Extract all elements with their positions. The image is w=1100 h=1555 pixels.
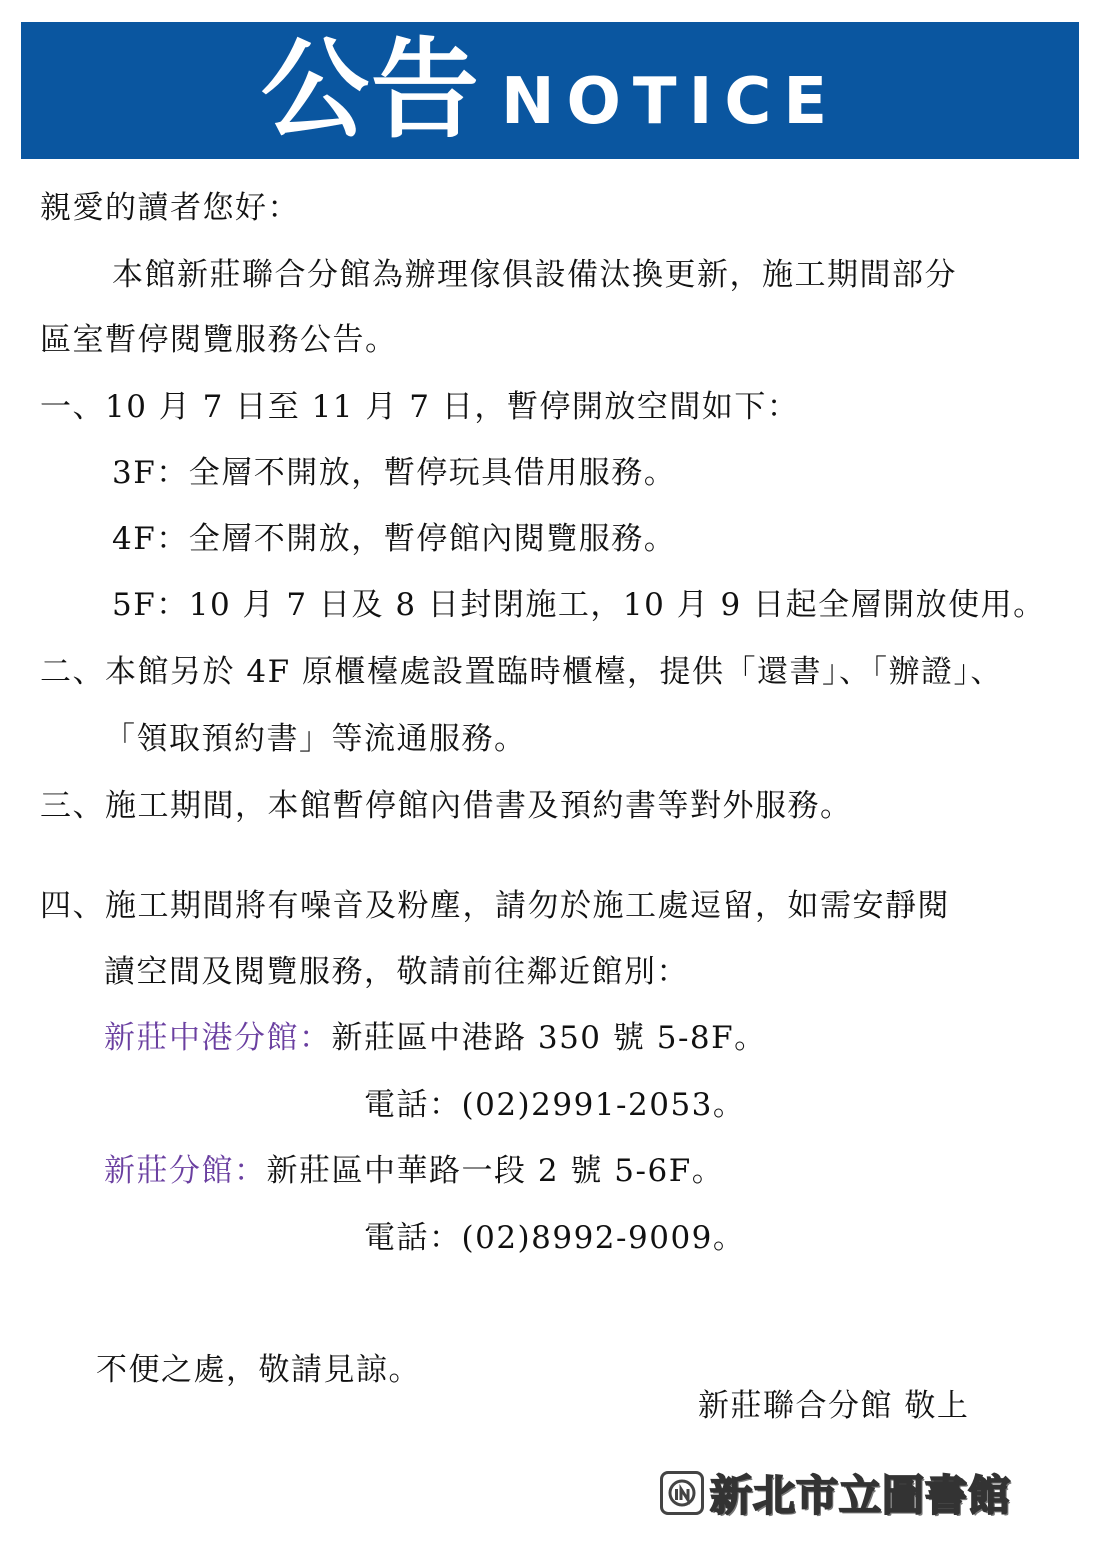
branch-phone: 電話：(02)2991-2053。 bbox=[364, 1087, 746, 1123]
item1-heading: 一、10 月 7 日至 11 月 7 日，暫停開放空間如下： bbox=[40, 389, 800, 425]
item2-line-1: 二、本館另於 4F 原櫃檯處設置臨時櫃檯，提供「還書」、「辦證」、 bbox=[40, 654, 1003, 690]
library-logo-icon bbox=[660, 1471, 704, 1515]
branch-xinzhuang bbox=[104, 1151, 724, 1191]
intro-line-1: 本館新莊聯合分館為辦理傢俱設備汰換更新，施工期間部分 bbox=[112, 257, 957, 293]
branch-address: 新莊區中港路 350 號 5-8F。 bbox=[331, 1020, 767, 1056]
signature: 新莊聯合分館 敬上 bbox=[698, 1388, 970, 1424]
banner-title-zh: 公告 bbox=[260, 27, 481, 153]
closing-text: 不便之處，敬請見諒。 bbox=[96, 1352, 421, 1388]
branch-phone: 電話：(02)8992-9009。 bbox=[364, 1220, 746, 1256]
item2-line-2: 「領取預約書」等流通服務。 bbox=[104, 721, 527, 757]
library-logo-text: 新北市立圖書館 bbox=[710, 1471, 1012, 1520]
item1-floor-5f: 5F：10 月 7 日及 8 日封閉施工，10 月 9 日起全層開放使用。 bbox=[112, 587, 1046, 623]
intro-line-2: 區室暫停閱覽服務公告。 bbox=[40, 322, 398, 358]
item1-floor-3f: 3F：全層不開放，暫停玩具借用服務。 bbox=[112, 455, 677, 491]
item4-line-2: 讀空間及閱覽服務，敬請前往鄰近館別： bbox=[104, 954, 689, 990]
notice-banner bbox=[21, 22, 1079, 159]
library-logo bbox=[660, 1468, 1011, 1518]
branch-zhonggang bbox=[104, 1018, 767, 1058]
greeting: 親愛的讀者您好： bbox=[40, 190, 300, 226]
branch-name: 新莊中港分館： bbox=[104, 1020, 332, 1056]
branch-name: 新莊分館： bbox=[104, 1153, 267, 1189]
banner-title-en: NOTICE bbox=[500, 64, 840, 139]
item3: 三、施工期間，本館暫停館內借書及預約書等對外服務。 bbox=[40, 788, 853, 824]
branch-address: 新莊區中華路一段 2 號 5-6F。 bbox=[266, 1153, 725, 1189]
item1-floor-4f: 4F：全層不開放，暫停館內閱覽服務。 bbox=[112, 521, 677, 557]
item4-line-1: 四、施工期間將有噪音及粉塵，請勿於施工處逗留，如需安靜閱 bbox=[40, 888, 950, 924]
